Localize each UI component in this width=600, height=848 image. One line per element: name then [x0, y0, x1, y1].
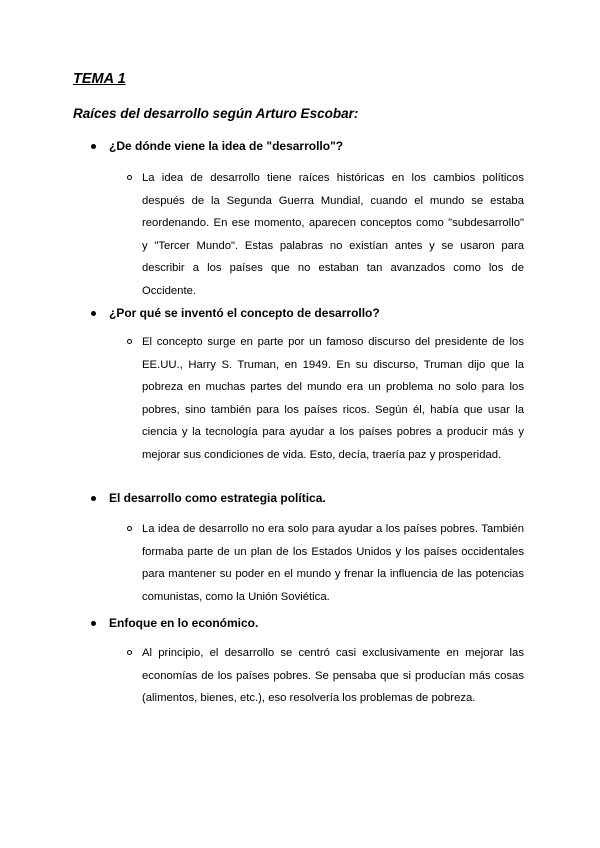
section-paragraph: La idea de desarrollo no era solo para ayudar a los países pobres. También formaba parte de un plan de los Estados Unidos y los países occidentales para mantener su poder en el mundo y frenar la influencia de las potencias comunistas, como la Unión Soviética. — [142, 523, 524, 603]
section-heading-1 — [91, 139, 343, 153]
bullet-icon — [91, 621, 96, 626]
section-body-1 — [127, 167, 527, 303]
page-subtitle: Raíces del desarrollo según Arturo Escobar: — [73, 106, 359, 121]
bullet-icon — [91, 496, 96, 501]
section-paragraph: Al principio, el desarrollo se centró casi exclusivamente en mejorar las economías de los países pobres. Se pensaba que si producían más cosas (alimentos, bienes, etc.), eso resolvería los problemas de pobreza. — [142, 647, 524, 705]
section-heading-2 — [91, 306, 380, 320]
sub-bullet-icon — [127, 526, 132, 531]
bullet-icon — [91, 144, 96, 149]
section-heading-4 — [91, 616, 258, 630]
sub-bullet-icon — [127, 175, 132, 180]
sub-bullet-icon — [127, 650, 132, 655]
section-heading-text: El desarrollo como estrategia política. — [109, 491, 326, 505]
bullet-icon — [91, 311, 96, 316]
section-heading-text: ¿Por qué se inventó el concepto de desarrollo? — [109, 306, 380, 320]
sub-bullet-icon — [127, 339, 132, 344]
section-paragraph: La idea de desarrollo tiene raíces históricas en los cambios políticos después de la Segunda Guerra Mundial, cuando el mundo se estaba reordenando. En ese momento, aparecen conceptos como "subdesarrollo" y "Tercer Mundo". Estas palabras no existían antes y se usaron para describir a los países que no estaban tan avanzados como los de Occidente. — [142, 172, 524, 297]
page-title: TEMA 1 — [73, 71, 126, 87]
section-body-2 — [127, 331, 527, 467]
section-body-3 — [127, 518, 527, 608]
section-heading-text: Enfoque en lo económico. — [109, 616, 259, 630]
section-body-4 — [127, 642, 527, 710]
section-heading-3 — [91, 491, 326, 505]
section-heading-text: ¿De dónde viene la idea de "desarrollo"? — [109, 139, 344, 153]
section-paragraph: El concepto surge en parte por un famoso discurso del presidente de los EE.UU., Harry S. Truman, en 1949. En su discurso, Truman dijo que la pobreza en muchas partes del mundo era un problema no solo para los pobres, sino también para los países ricos. Según él, había que usar la ciencia y la tecnología para ayudar a los países pobres a producir más y mejorar sus condiciones de vida. Esto, decía, traería paz y prosperidad. — [142, 336, 524, 461]
